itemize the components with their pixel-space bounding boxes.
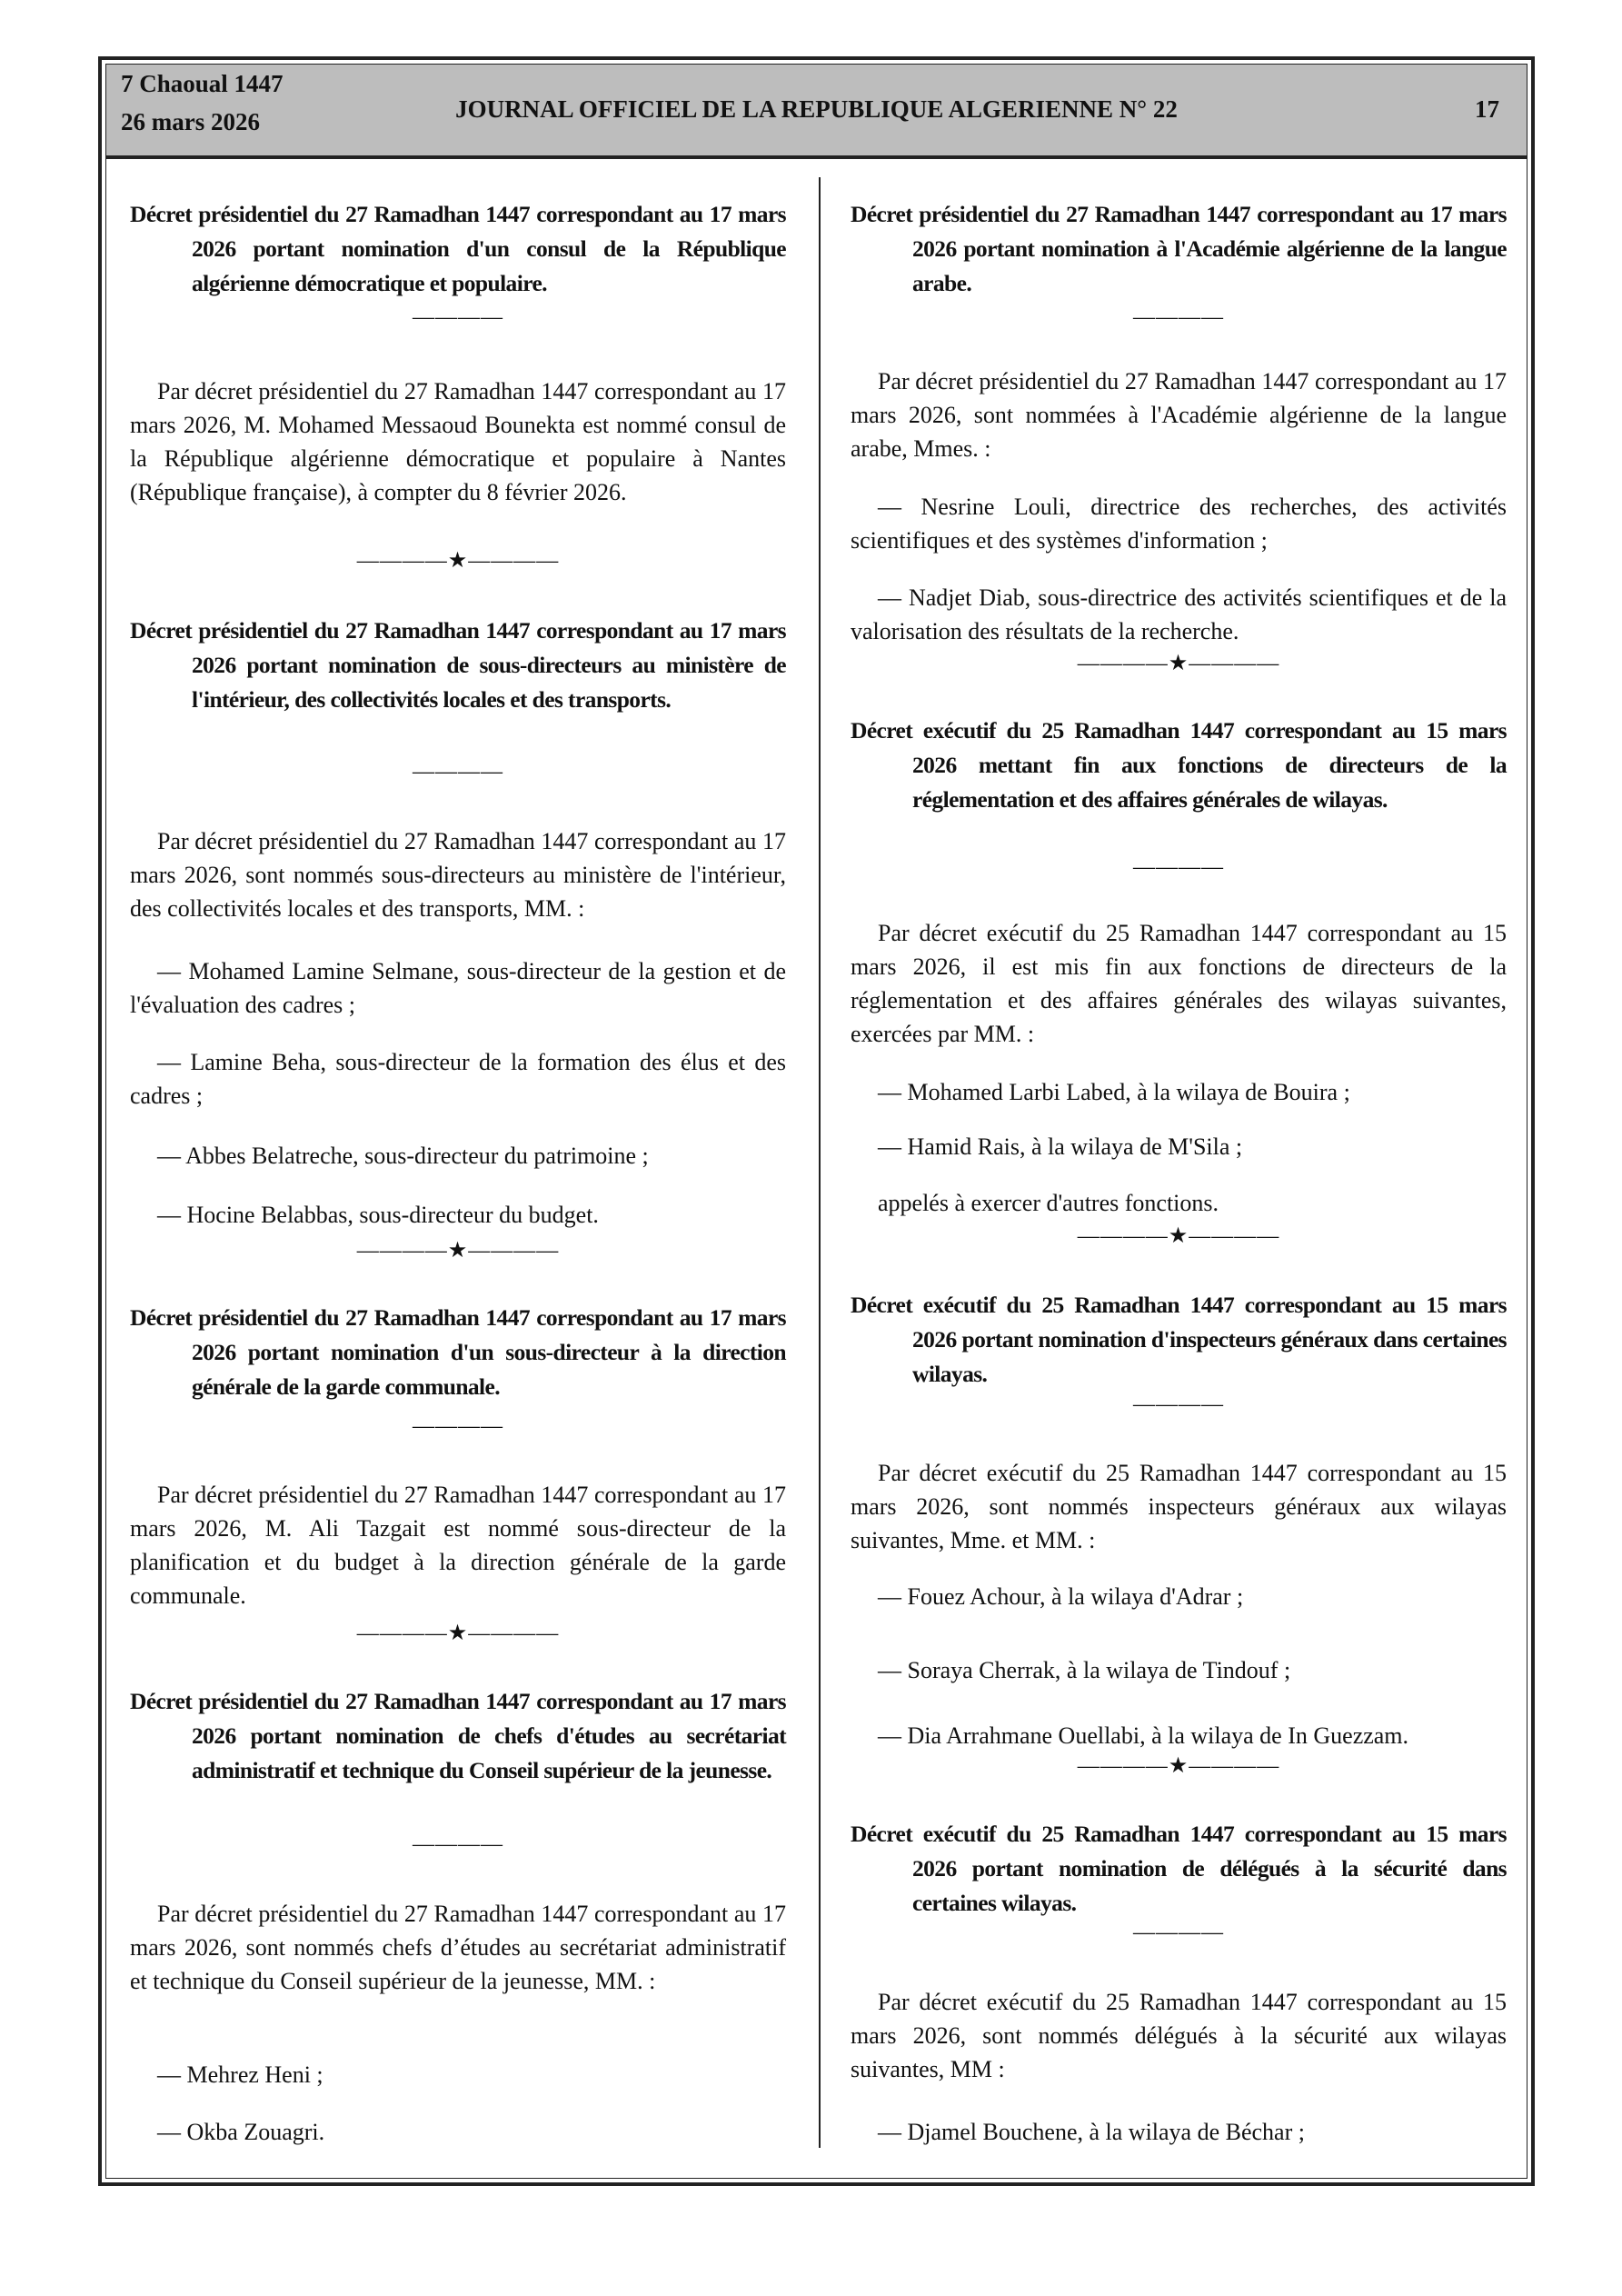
separator: ———— [413,760,503,784]
decree-heading: Décret présidentiel du 27 Ramadhan 1447 correspondant au 17 mars 2026 portant nomination d'un consul de la République algérienne démocratique et populaire. [130,201,786,296]
decree-heading: Décret exécutif du 25 Ramadhan 1447 correspondant au 15 mars 2026 mettant fin aux fonctions de directeurs de la réglementation et des affaires générales de wilayas. [851,717,1507,813]
decree-paragraph: Par décret présidentiel du 27 Ramadhan 1447 correspondant au 17 mars 2026, sont nommés chefs d’études au secrétariat administratif et technique du Conseil supérieur de la jeunesse, MM. : [130,1901,786,1994]
decree-paragraph: Par décret exécutif du 25 Ramadhan 1447 correspondant au 15 mars 2026, il est mis fin aux fonctions de directeurs de la réglementation et des affaires générales des wilayas suivantes, exercées par MM. : [851,920,1507,1047]
decree-paragraph: Par décret exécutif du 25 Ramadhan 1447 correspondant au 15 mars 2026, sont nommés inspecteurs généraux aux wilayas suivantes, Mme. et MM. : [851,1460,1507,1553]
decree-paragraph: Par décret présidentiel du 27 Ramadhan 1447 correspondant au 17 mars 2026, M. Mohamed Messaoud Bounekta est nommé consul de la République algérienne démocratique et populaire à Nantes (République française), à compter du 8 février 2026. [130,378,786,505]
journal-title: JOURNAL OFFICIEL DE LA REPUBLIQUE ALGERIENNE N° 22 [455,95,1178,123]
decree-heading: Décret exécutif du 25 Ramadhan 1447 correspondant au 15 mars 2026 portant nomination d'inspecteurs généraux dans certaines wilayas. [851,1292,1507,1387]
list-item: — Mehrez Heni ; [157,2061,323,2088]
list-item: — Lamine Beha, sous-directeur de la formation des élus et des cadres ; [130,1049,786,1109]
list-item: — Soraya Cherrak, à la wilaya de Tindouf ; [878,1657,1291,1683]
separator: ———— [413,1832,503,1856]
star-separator: ————★———— [1077,1224,1280,1248]
hijri-date: 7 Chaoual 1447 [121,70,284,97]
list-item: — Nesrine Louli, directrice des recherches, des activités scientifiques et des systèmes d'information ; [851,494,1507,554]
list-item: — Dia Arrahmane Ouellabi, à la wilaya de In Guezzam. [878,1722,1409,1749]
decree-paragraph: Par décret présidentiel du 27 Ramadhan 1447 correspondant au 17 mars 2026, M. Ali Tazgait est nommé sous-directeur de la planification et du budget à la direction générale de la garde communale. [130,1482,786,1609]
decree-heading: Décret présidentiel du 27 Ramadhan 1447 correspondant au 17 mars 2026 portant nomination de chefs d'études au secrétariat administratif et technique du Conseil supérieur de la jeunesse. [130,1688,786,1783]
list-item: — Mohamed Larbi Labed, à la wilaya de Bouira ; [878,1079,1350,1105]
decree-paragraph: Par décret présidentiel du 27 Ramadhan 1447 correspondant au 17 mars 2026, sont nommées à l'Académie algérienne de la langue arabe, Mmes. : [851,368,1507,462]
list-item: — Djamel Bouchene, à la wilaya de Béchar ; [878,2119,1305,2145]
separator: ———— [413,305,503,329]
separator: ———— [1133,1393,1224,1416]
decree-closing: appelés à exercer d'autres fonctions. [878,1190,1219,1216]
list-item: — Fouez Achour, à la wilaya d'Adrar ; [878,1583,1244,1610]
decree-heading: Décret présidentiel du 27 Ramadhan 1447 correspondant au 17 mars 2026 portant nomination à l'Académie algérienne de la langue arabe. [851,201,1507,296]
decree-paragraph: Par décret présidentiel du 27 Ramadhan 1447 correspondant au 17 mars 2026, sont nommés sous-directeurs au ministère de l'intérieur, des collectivités locales et des transports, MM. : [130,828,786,922]
star-separator: ————★———— [356,1622,560,1645]
separator: ———— [1133,1921,1224,1944]
page-number: 17 [1475,95,1499,123]
gregorian-date: 26 mars 2026 [121,108,260,135]
separator: ———— [1133,305,1224,329]
separator: ———— [1133,855,1224,879]
journal-header [106,65,1527,159]
decree-heading: Décret exécutif du 25 Ramadhan 1447 correspondant au 15 mars 2026 portant nomination de délégués à la sécurité dans certaines wilayas. [851,1821,1507,1916]
list-item: — Okba Zouagri. [157,2119,325,2145]
decree-paragraph: Par décret exécutif du 25 Ramadhan 1447 correspondant au 15 mars 2026, sont nommés délégués à la sécurité aux wilayas suivantes, MM : [851,1989,1507,2082]
column-divider [819,177,821,2148]
list-item: — Mohamed Lamine Selmane, sous-directeur de la gestion et de l'évaluation des cadres ; [130,958,786,1018]
decree-heading: Décret présidentiel du 27 Ramadhan 1447 correspondant au 17 mars 2026 portant nomination d'un sous-directeur à la direction générale de la garde communale. [130,1304,786,1400]
star-separator: ————★———— [356,549,560,573]
separator: ———— [413,1414,503,1438]
list-item: — Hamid Rais, à la wilaya de M'Sila ; [878,1133,1243,1160]
star-separator: ————★———— [356,1239,560,1263]
list-item: — Abbes Belatreche, sous-directeur du patrimoine ; [157,1143,649,1169]
decree-heading: Décret présidentiel du 27 Ramadhan 1447 correspondant au 17 mars 2026 portant nomination de sous-directeurs au ministère de l'intérieur, des collectivités locales et des transports. [130,617,786,713]
list-item: — Nadjet Diab, sous-directrice des activités scientifiques et de la valorisation des résultats de la recherche. [851,584,1507,644]
star-separator: ————★———— [1077,652,1280,675]
star-separator: ————★———— [1077,1754,1280,1778]
list-item: — Hocine Belabbas, sous-directeur du budget. [157,1202,599,1228]
